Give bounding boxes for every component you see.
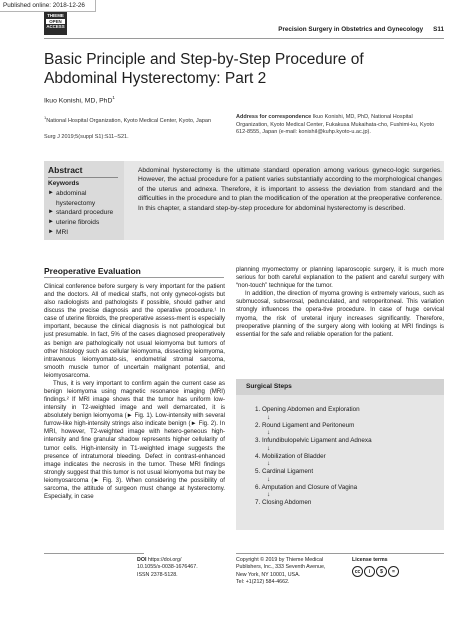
affiliation-sup: 1 (44, 115, 47, 120)
keyword-item: ► abdominal hysterectomy (48, 190, 96, 207)
citation: Surg J 2019;5(suppl S1):S11–S21. (44, 134, 129, 140)
doi-block (137, 557, 229, 579)
right-column (236, 266, 444, 339)
footer-rule-right (236, 553, 444, 554)
arrow-down-icon: ↓ (267, 444, 271, 452)
step-item: 7. Closing Abdomen (255, 499, 312, 506)
correspondence-text: Ikuo Konishi, MD, PhD, National Hospital Organization, Kyoto Medical Center, Fukakusa Mukaihata-cho, Fushimi-ku, Kyoto 612-8555, Japan (e-mail: konishiI@kuhp.kyoto-u.ac.jp). (236, 114, 435, 135)
abstract-heading: Abstract (48, 165, 83, 175)
correspondence (236, 114, 446, 137)
author (44, 95, 115, 104)
cc-icon: cc (352, 566, 363, 577)
badge-line-1: THIEME (47, 13, 64, 18)
license-terms-label[interactable]: License terms (352, 557, 388, 563)
cc-license-icons[interactable] (352, 566, 399, 578)
affiliation-text: National Hospital Organization, Kyoto Medical Center, Kyoto, Japan (46, 117, 212, 124)
thieme-open-access-badge (44, 12, 67, 35)
article-title (44, 50, 434, 88)
affiliation (44, 114, 244, 125)
footer-rule-left (44, 553, 144, 554)
arrow-down-icon: ↓ (267, 413, 271, 421)
keyword-item: ► uterine fibroids (48, 219, 100, 227)
section-rule (44, 277, 224, 278)
abstract-text: Abdominal hysterectomy is the ultimate standard operation among various gyneco-logic surgeries. However, the actual procedure for a patient varies substantially according to the morphological changes of the uterus and adnexa. Therefore, it is important to assess the deviation from standard and the difficulties in the procedure and to plan the modification of the operation at the preoperative conference. In this chapter, a standard step-by-step procedure for abdominal hysterectomy is described. (138, 167, 442, 212)
arrow-right-icon: ► (48, 209, 54, 216)
doi-link[interactable]: https://doi.org/ (147, 557, 182, 563)
arrow-down-icon: ↓ (267, 429, 271, 437)
keywords-heading: Keywords (48, 180, 80, 187)
abstract-rule (48, 177, 118, 178)
keyword-item: ► MRI (48, 228, 69, 236)
copyright-line-2: Publishers, Inc., 333 Seventh Avenue, (236, 564, 326, 571)
copyright-line-3: New York, NY 10001, USA. (236, 571, 301, 578)
author-sup: 1 (112, 95, 115, 100)
arrow-down-icon: ↓ (267, 475, 271, 483)
paragraph-3: planning myomectomy or planning laparoscopic surgery, it is much more serious for both careful explanation to the patient and careful surgery with “non-touch” technique for the tumor. (236, 266, 444, 290)
step-item: 3. Infundibulopelvic Ligament and Adnexa (255, 437, 372, 444)
header-rule (44, 38, 444, 39)
copyright-block (236, 557, 348, 586)
copyright-line-1: Copyright © 2019 by Thieme Medical (236, 557, 324, 563)
correspondence-label: Address for correspondence (236, 114, 312, 120)
nd-icon: = (388, 566, 399, 577)
keyword-item: ► standard procedure (48, 209, 114, 217)
surgical-steps-list (255, 406, 440, 507)
keywords-list (48, 189, 122, 238)
badge-line-2: OPEN (46, 19, 65, 24)
published-online-banner: Published online: 2018-12-26 (0, 0, 96, 12)
author-name: Ikuo Konishi, MD, PhD (44, 97, 113, 105)
badge-line-3: ACCESS (46, 24, 65, 29)
doi-label: DOI (137, 557, 147, 563)
arrow-right-icon: ► (48, 219, 54, 226)
section-heading: Preoperative Evaluation (44, 266, 141, 276)
paragraph-4: In addition, the direction of myoma growing is extremely various, such as submucosal, subserosal, pedunculated, and retroperitoneal. This variation strongly influences the opera-tive procedure. In case of huge cervical myoma, the risk of ureteral injury increases significantly. Therefore, preoperative planning of the surgery along with looking at MRI findings is essential for the safe and reliable operation for the patient. (236, 290, 444, 338)
arrow-down-icon: ↓ (267, 491, 271, 499)
step-item: 6. Amputation and Closure of Vagina (255, 483, 358, 491)
surgical-steps-heading: Surgical Steps (246, 383, 292, 390)
arrow-right-icon: ► (48, 228, 54, 235)
title-line-2: Abdominal Hysterectomy: Part 2 (44, 70, 267, 87)
page-number: S11 (433, 26, 444, 33)
paragraph-1: Clinical conference before surgery is very important for the patient and the doctors. All of medical staffs, not only gynecol-ogists but also radiologists and pathologists if possible, should gather and discuss the precise diagnosis and the operative procedure.¹ In case of uterine fibroids, the preoperative assess-ment is especially important, because the clinical diagnosis is not pathological but just presumable. In fact, 5% of the cases diagnosed preoperatively as benign are pathologically not usual leiomyoma but tumors of other histology such as cellular leiomyoma, dissecting leiomyoma, intravenous leiomyomato-sis, endometrial stromal sarcoma, smooth muscle tumor of uncertain malignant potential, and leiomyosarcoma. (44, 283, 225, 379)
doi-line-2: 10.1055/s-0038-1676467. (137, 564, 198, 571)
by-icon: i (364, 566, 375, 577)
journal-header (278, 26, 444, 33)
step-item: 2. Round Ligament and Peritoneum (255, 421, 355, 429)
step-item: 4. Mobilization of Bladder (255, 452, 326, 460)
paragraph-2: Thus, it is very important to confirm again the current case as benign leiomyoma using magnetic resonance imaging (MRI) findings.² If MRI image shows that the tumor has uniform low-intensity in T2-weighted image and well demarcated, it is absolutely benign leiomyoma (► Fig. 1). Low-intensity with several furrow-like high-intensity strings also indicate benign (► Fig. 2). In MRI, however, T2-weighted image with hetero-geneous high-intensity and fine granular shadow represents higher cellularity of tumor cells. High-intensity in T1-weighted image suggests the presence of intratumoral bleeding. Defect in contrast-enhanced image indicates the necrosis in the tumor. These MRI findings strongly suggest that this tumor is not usual leiomyoma but may be leiomyosarcoma (► Fig. 3). When considering the possibility of sarcoma, the attitude of surgeon must change at hysterectomy. Especially, in case (44, 379, 225, 501)
step-item: 1. Opening Abdomen and Exploration (255, 406, 360, 413)
arrow-down-icon: ↓ (267, 460, 271, 468)
step-item: 5. Cardinal Ligament (255, 468, 314, 475)
arrow-right-icon: ► (48, 190, 54, 196)
journal-name: Precision Surgery in Obstetrics and Gynecology (278, 26, 424, 33)
copyright-line-4: Tel: +1(212) 584-4662. (236, 578, 290, 585)
issn: ISSN 2378-5128. (137, 571, 178, 578)
left-column (44, 283, 225, 501)
nc-icon: $ (376, 566, 387, 577)
title-line-1: Basic Principle and Step-by-Step Procedure of (44, 51, 364, 68)
